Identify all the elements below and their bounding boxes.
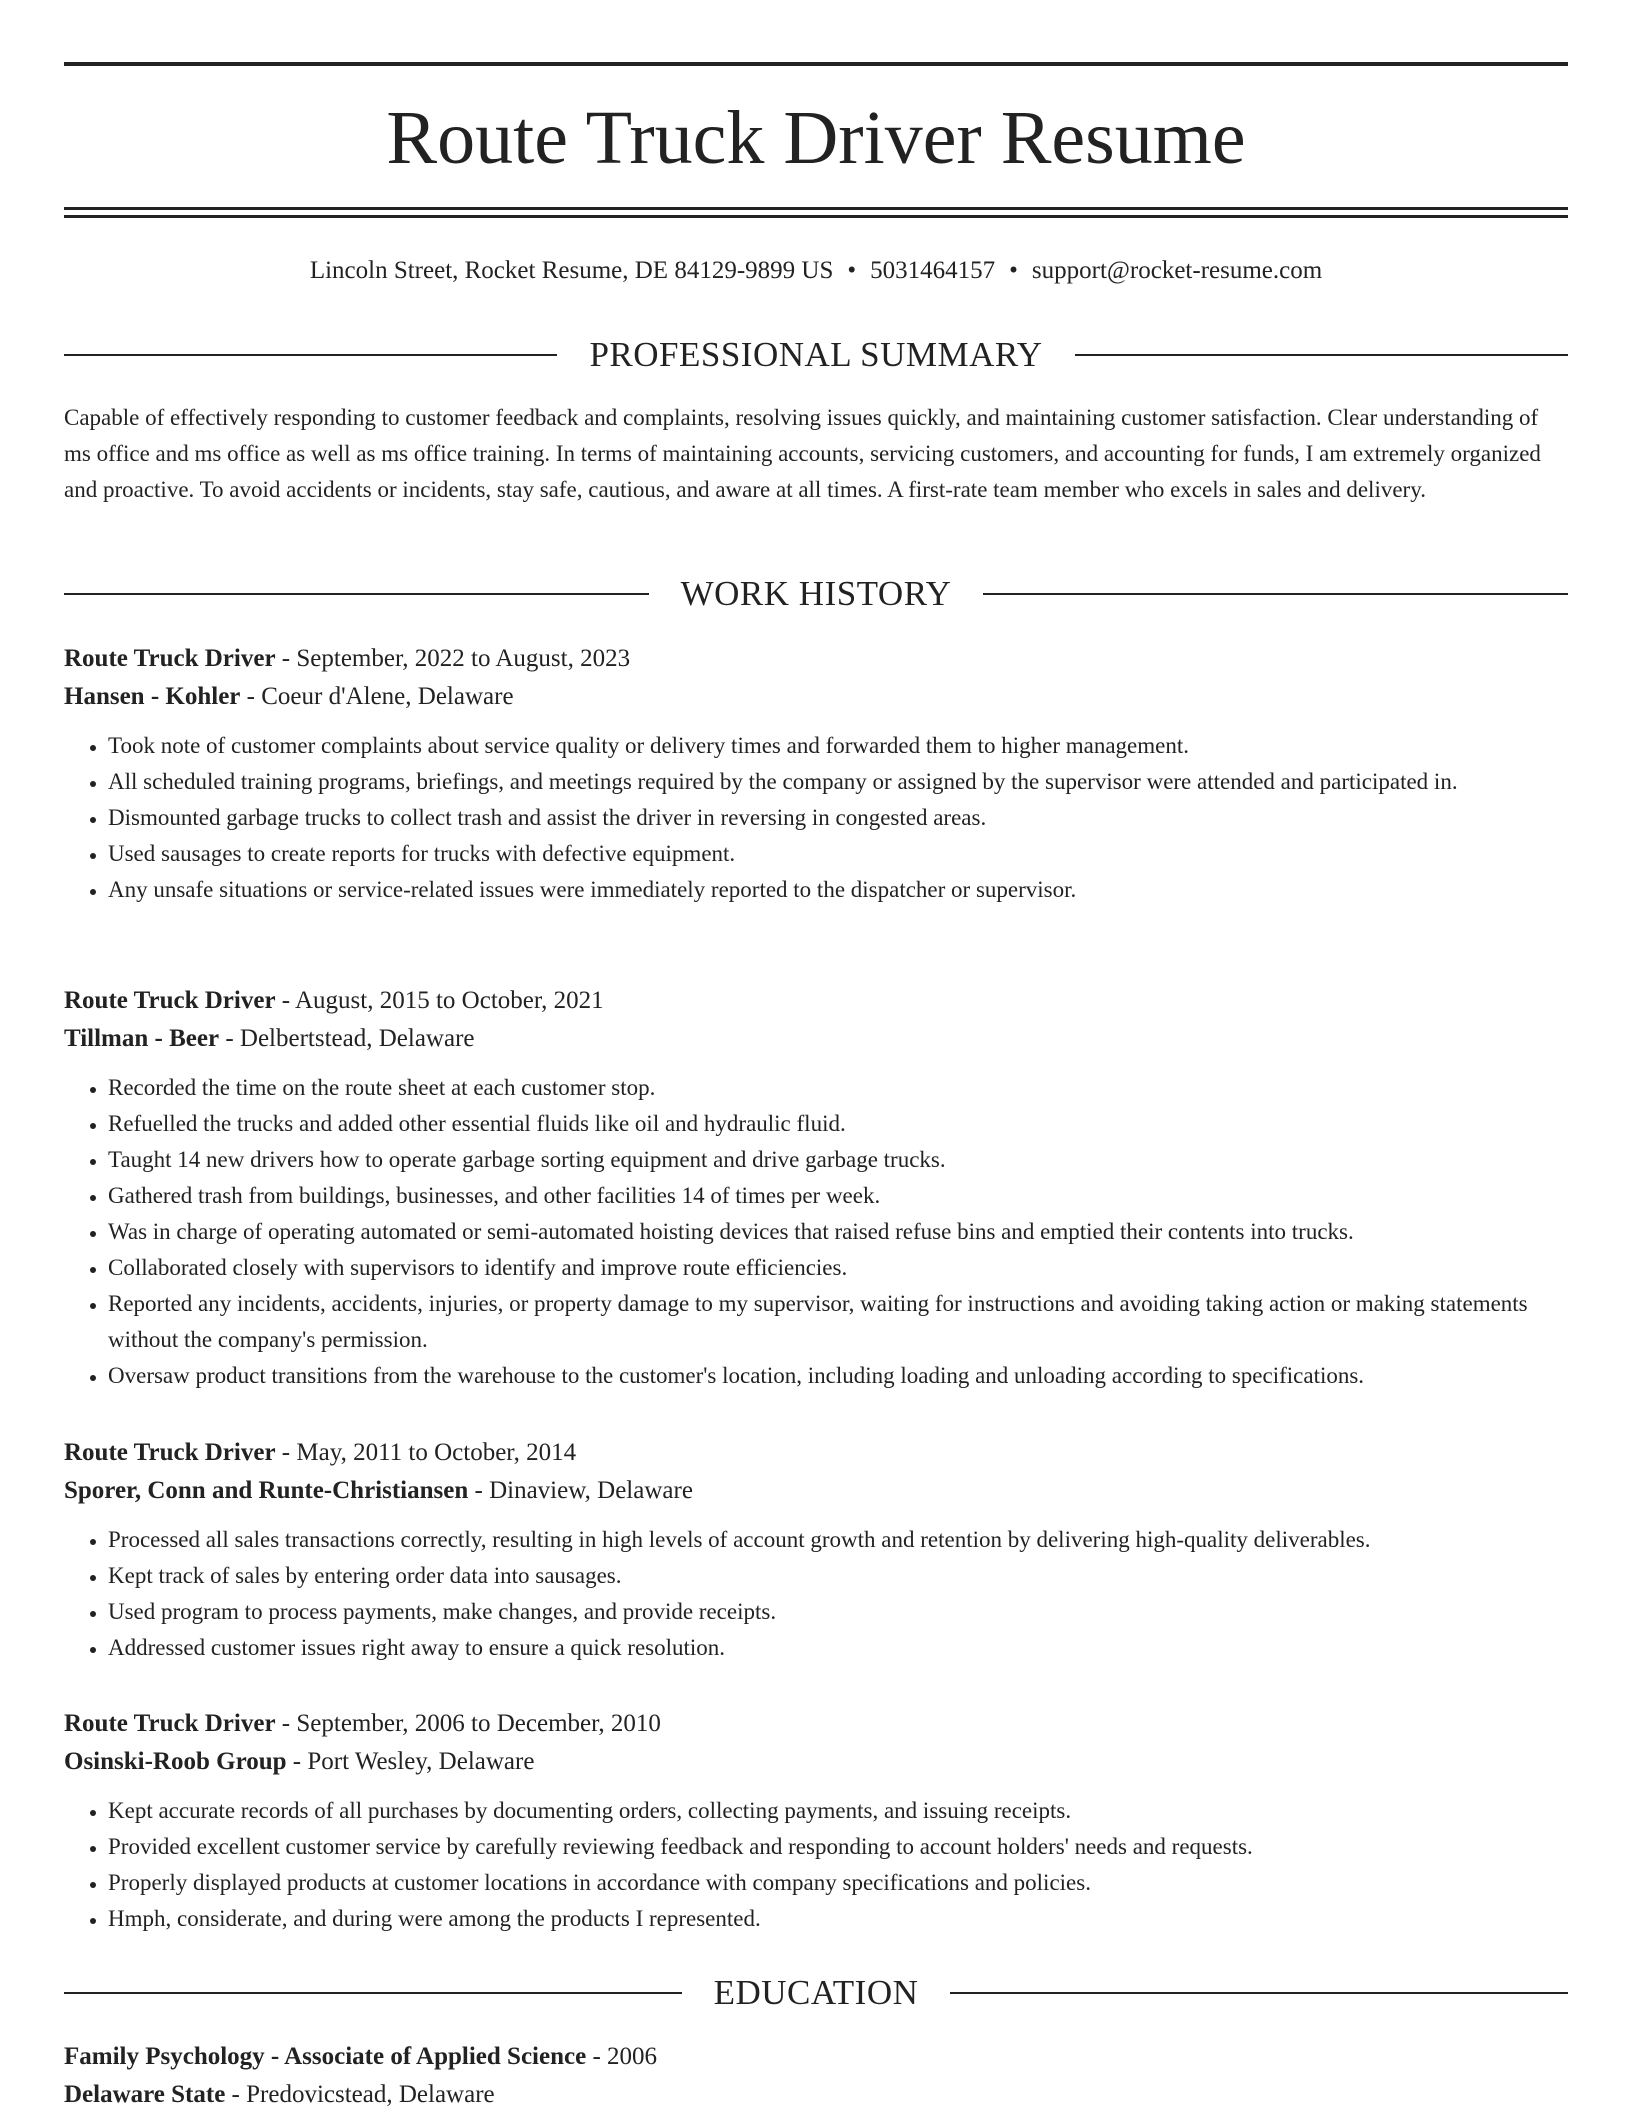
job-bullet: • Kept accurate records of all purchases by documenting orders, collecting payments, and issuing receipts. [108, 1793, 1568, 1829]
education-degree-line [64, 2038, 1568, 2076]
job-bullet: • Refuelled the trucks and added other essential fluids like oil and hydraulic fluid. [108, 1106, 1568, 1142]
job-location: - Coeur d'Alene, Delaware [240, 683, 514, 710]
job-bullet-list [64, 728, 1568, 908]
job-bullet: • Addressed customer issues right away to ensure a quick resolution. [108, 1630, 1568, 1666]
job-company-line [64, 1020, 1568, 1058]
contact-separator: • [847, 257, 857, 284]
job-bullet: • All scheduled training programs, briefings, and meetings required by the company or assigned by the supervisor were attended and participated in. [108, 764, 1568, 800]
job-bullet: • Hmph, considerate, and during were among the products I represented. [108, 1901, 1568, 1937]
contact-address: Lincoln Street, Rocket Resume, DE 84129-9899 US [309, 257, 834, 284]
job-dates: - September, 2006 to December, 2010 [275, 1710, 661, 1737]
job-bullet: • Dismounted garbage trucks to collect trash and assist the driver in reversing in congested areas. [108, 800, 1568, 836]
header-double-rule-upper [64, 207, 1568, 210]
section-heading-work-history [64, 572, 1568, 616]
job-title-line [64, 640, 1568, 678]
job-location: - Port Wesley, Delaware [286, 1748, 535, 1775]
job-bullet: • Gathered trash from buildings, businesses, and other facilities 14 of times per week. [108, 1178, 1568, 1214]
job-entry [64, 1705, 1568, 1937]
section-heading-summary [64, 333, 1568, 377]
education-entry [64, 2038, 1568, 2114]
education-degree: Family Psychology - Associate of Applied Science [64, 2043, 587, 2070]
job-entry [64, 1434, 1568, 1666]
job-entry [64, 982, 1568, 1394]
job-bullet: • Provided excellent customer service by carefully reviewing feedback and responding to account holders' needs and requests. [108, 1829, 1568, 1865]
job-bullet: • Recorded the time on the route sheet at each customer stop. [108, 1070, 1568, 1106]
job-location: - Delbertstead, Delaware [219, 1025, 475, 1052]
section-title-education: EDUCATION [713, 1973, 919, 2012]
job-bullet: • Used sausages to create reports for trucks with defective equipment. [108, 836, 1568, 872]
summary-paragraph: Capable of effectively responding to customer feedback and complaints, resolving issues quickly, and maintaining customer satisfaction. Clear understanding of ms office and ms office as well as ms office training. In terms of maintaining accounts, servicing customers, and accounting for funds, I am extremely organized and proactive. To avoid accidents or incidents, stay safe, cautious, and aware at all times. A first-rate team member who excels in sales and delivery. [64, 405, 1541, 502]
job-dates: - September, 2022 to August, 2023 [275, 645, 631, 672]
section-rule-left [64, 354, 557, 356]
section-rule-right [950, 1992, 1568, 1994]
job-company: Hansen - Kohler [64, 683, 241, 710]
education-school-line [64, 2076, 1568, 2114]
job-title-line [64, 982, 1568, 1020]
contact-phone: 5031464157 [870, 257, 996, 284]
contact-separator: • [1009, 257, 1018, 284]
section-title-summary: PROFESSIONAL SUMMARY [589, 335, 1043, 374]
job-company: Tillman - Beer [64, 1025, 220, 1052]
job-bullet: • Took note of customer complaints about service quality or delivery times and forwarded them to higher management. [108, 728, 1568, 764]
job-bullet: • Taught 14 new drivers how to operate garbage sorting equipment and drive garbage trucks. [108, 1142, 1568, 1178]
job-title: Route Truck Driver [64, 1439, 276, 1466]
job-bullet: • Any unsafe situations or service-related issues were immediately reported to the dispatcher or supervisor. [108, 872, 1568, 908]
contact-email: support@rocket-resume.com [1031, 257, 1323, 284]
job-title: Route Truck Driver [64, 987, 276, 1014]
job-title-line [64, 1705, 1568, 1743]
job-title-line [64, 1434, 1568, 1472]
section-title-work-history: WORK HISTORY [680, 574, 952, 613]
job-bullet: • Used program to process payments, make changes, and provide receipts. [108, 1594, 1568, 1630]
job-bullet: • Kept track of sales by entering order data into sausages. [108, 1558, 1568, 1594]
job-title: Route Truck Driver [64, 645, 276, 672]
job-entry [64, 640, 1568, 908]
job-bullet: • Properly displayed products at customer locations in accordance with company specifications and policies. [108, 1865, 1568, 1901]
section-rule-right [983, 593, 1568, 595]
job-dates: - May, 2011 to October, 2014 [275, 1439, 577, 1466]
education-school: Delaware State [64, 2081, 226, 2108]
section-rule-left [64, 593, 649, 595]
job-company-line [64, 678, 1568, 716]
contact-line [64, 254, 1568, 288]
education-location: - Predovicstead, Delaware [225, 2081, 495, 2108]
header-top-rule [64, 62, 1568, 66]
job-dates: - August, 2015 to October, 2021 [275, 987, 604, 1014]
job-bullet-list [64, 1070, 1568, 1394]
job-title: Route Truck Driver [64, 1710, 276, 1737]
section-rule-right [1075, 354, 1568, 356]
job-bullet-list [64, 1793, 1568, 1937]
header-double-rule-lower [64, 215, 1568, 218]
resume-title: Route Truck Driver Resume [386, 96, 1246, 180]
job-company-line [64, 1743, 1568, 1781]
job-bullet: • Processed all sales transactions correctly, resulting in high levels of account growth and retention by delivering high-quality deliverables. [108, 1522, 1568, 1558]
job-bullet: • Oversaw product transitions from the warehouse to the customer's location, including loading and unloading according to specifications. [108, 1358, 1568, 1394]
job-bullet: • Was in charge of operating automated or semi-automated hoisting devices that raised refuse bins and emptied their contents into trucks. [108, 1214, 1568, 1250]
section-rule-left [64, 1992, 682, 1994]
job-company: Osinski-Roob Group [64, 1748, 287, 1775]
section-heading-education [64, 1971, 1568, 2015]
job-company: Sporer, Conn and Runte-Christiansen [64, 1477, 469, 1504]
job-location: - Dinaview, Delaware [468, 1477, 693, 1504]
education-year: - 2006 [586, 2043, 658, 2070]
job-bullet: • Reported any incidents, accidents, injuries, or property damage to my supervisor, waiting for instructions and avoiding taking action or making statements without the company's permission. [108, 1286, 1568, 1358]
job-bullet-list [64, 1522, 1568, 1666]
job-company-line [64, 1472, 1568, 1510]
job-bullet: • Collaborated closely with supervisors to identify and improve route efficiencies. [108, 1250, 1568, 1286]
